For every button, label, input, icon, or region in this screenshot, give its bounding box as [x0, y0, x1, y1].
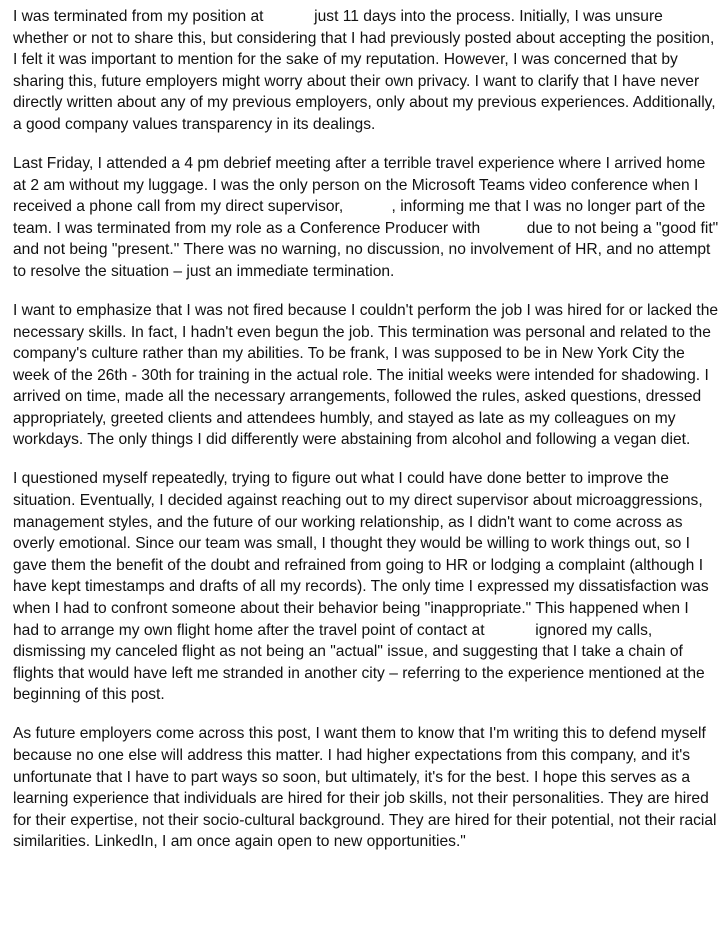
paragraph-not-fired-for-skills — [13, 300, 719, 451]
paragraph-text: I was terminated from my position at — [13, 8, 268, 25]
paragraph-text: As future employers come across this post, I want them to know that I'm writing this to defend myself because no one else will address this matter. I had higher expectations from this company, and it's unfortunate that I have to part ways so soon, but ultimately, it's for the best. I hope this serves as a learning experience that individuals are hired for their job skills, not their personalities. They are hired for their expertise, not their socio-cultural background. They are hired for their potential, not their racial similarities. LinkedIn, I am once again open to new opportunities." — [13, 725, 717, 851]
paragraph-text: due to not being a "good fit" and not being "present." There was no warning, no discussion, no involvement of HR, and no attempt to resolve the situation – just an immediate termination. — [13, 219, 719, 280]
redacted-company-name — [484, 219, 522, 236]
redacted-supervisor-name — [348, 197, 392, 214]
paragraph-text: I questioned myself repeatedly, trying to figure out what I could have done better to improve the situation. Eventually, I decided against reaching out to my direct supervisor about microaggressions, management styles, and the future of our working relationship, as I didn't want to come across as overly emotional. Since our team was small, I thought they would be willing to work things out, so I gave them the benefit of the doubt and refrained from going to HR or lodging a complaint (although I have kept timestamps and drafts of all my records). The only time I expressed my dissatisfaction was when I had to confront someone about their behavior being "inappropriate." This happened when I had to arrange my own flight home after the travel point of contact at — [13, 470, 709, 639]
paragraph-text: ignored my calls, dismissing my canceled flight as not being an "actual" issue, and suggesting that I take a chain of flights that would have left me stranded in another city – referring to the experience mentioned at the beginning of this post. — [13, 621, 705, 704]
paragraph-future-employers — [13, 723, 719, 853]
paragraph-text: I want to emphasize that I was not fired because I couldn't perform the job I was hired for or lacked the necessary skills. In fact, I hadn't even begun the job. This termination was personal and related to the company's culture rather than my abilities. To be frank, I was supposed to be in New York City the week of the 26th - 30th for training in the actual role. The initial weeks were intended for shadowing. I arrived on time, made all the necessary arrangements, followed the rules, asked questions, dressed appropriately, greeted clients and attendees humbly, and stayed as late as my colleagues on my workdays. The only things I did differently were abstaining from alcohol and following a vegan diet. — [13, 301, 719, 449]
post-body — [13, 6, 719, 870]
paragraph-text: just 11 days into the process. Initially, I was unsure whether or not to share this, but considering that I had previously posted about accepting the position, I felt it was important to mention for the sake of my reputation. However, I was concerned that by sharing this, future employers might worry about their own privacy. I want to clarify that I have never directly written about any of my previous employers, only about my previous experiences. Additionally, a good company values transparency in its dealings. — [13, 8, 716, 133]
redacted-company-name — [489, 621, 531, 638]
redacted-company-name — [268, 7, 310, 24]
paragraph-text: Last Friday, I attended a 4 pm debrief meeting after a terrible travel experience where I arrived home at 2 am without my luggage. I was the only person on the Microsoft Teams video conference when I received a phone call from my direct supervisor, — [13, 154, 706, 216]
paragraph-debrief-meeting — [13, 153, 719, 283]
paragraph-text: , informing me that I was no longer part of the team. I was terminated from my role as a Conference Producer with — [13, 198, 706, 237]
paragraph-termination-intro — [13, 6, 719, 136]
paragraph-questioned-myself — [13, 468, 719, 706]
